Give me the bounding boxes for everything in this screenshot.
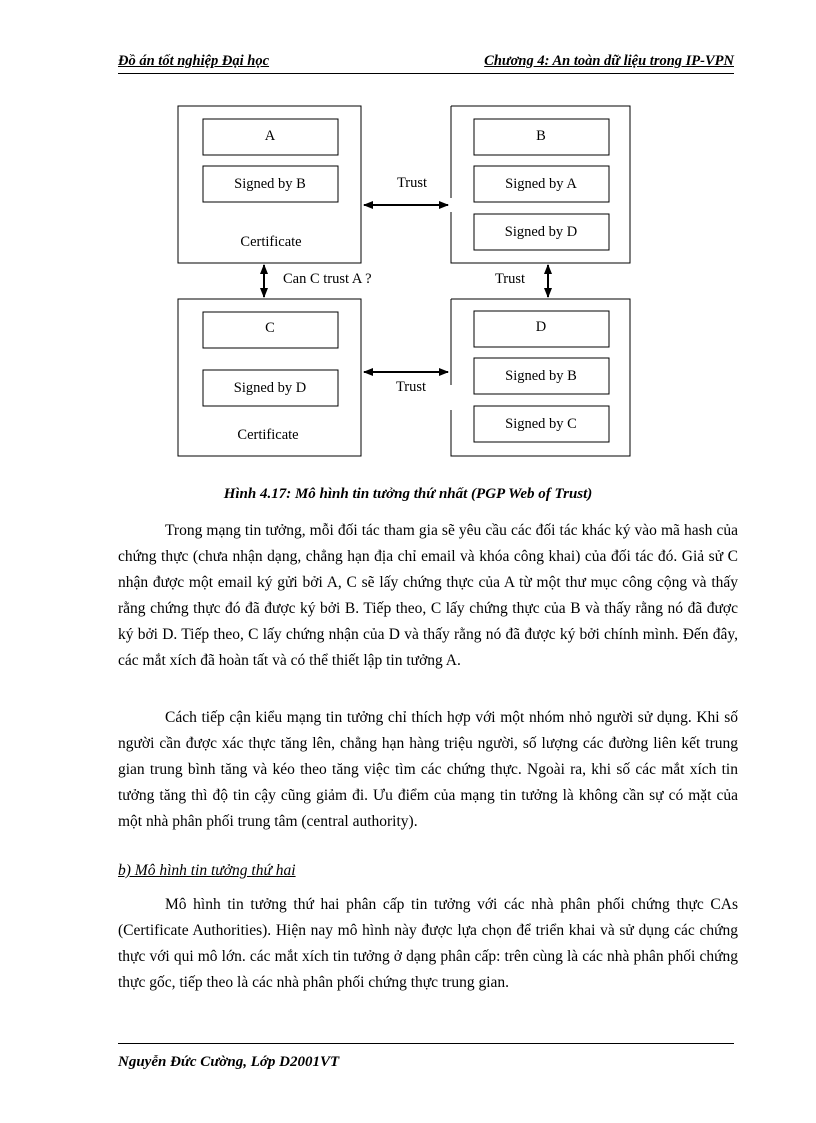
box-a-signed: Signed by B [234,176,306,192]
box-d-signed-2: Signed by C [505,416,577,432]
box-a-label: Certificate [240,234,302,250]
box-c-name: C [265,320,275,336]
box-d-signed-1: Signed by B [505,368,577,384]
certificate-box-b [451,106,630,263]
header-left: Đồ án tốt nghiệp Đại học [118,53,270,69]
box-c-label: Certificate [237,427,299,443]
box-c-signed: Signed by D [233,380,307,396]
figure-caption: Hình 4.17: Mô hình tin tưởng thứ nhất (PGP Web of Trust) [223,486,593,502]
footer-divider [118,1043,734,1044]
trust-label-bottom: Trust [395,379,427,395]
trust-label-top: Trust [396,175,428,191]
box-d-name: D [535,319,547,335]
box-b-signed-2: Signed by D [504,224,578,240]
box-a-name: A [264,128,276,144]
certificate-box-a [178,106,361,263]
question-label: Can C trust A ? [283,271,372,287]
trust-label-right: Trust [494,271,526,287]
box-b-signed-1: Signed by A [505,176,577,192]
header-right: Chương 4: An toàn dữ liệu trong IP-VPN [484,53,734,69]
certificate-box-d [451,299,630,456]
pgp-web-of-trust-diagram [0,0,816,480]
box-b-name: B [536,128,546,144]
certificate-box-c [178,299,361,456]
section-subheading: b) Mô hình tin tưởng thứ hai [118,862,296,879]
paragraph-1: Trong mạng tin tưởng, mỗi đối tác tham gia sẽ yêu cầu các đối tác khác ký vào mã hash của chứng thực (chưa nhận dạng, chẳng hạn địa chỉ email và khóa công khai) của đối tác đó. Giả sử C nhận được một email ký gửi bởi A, C sẽ lấy chứng thực của A từ một thư mục công cộng và thấy rằng chứng thực đó đã được ký bởi B. Tiếp theo, C lấy chứng thực của B và thấy rằng nó đã được ký bởi D. Tiếp theo, C lấy chứng nhận của D và thấy rằng nó đã được ký bởi chính mình. Đến đây, các mắt xích đã hoàn tất và có thể thiết lập tin tưởng A. [118,522,738,669]
footer-author: Nguyễn Đức Cường, Lớp D2001VT [118,1054,340,1070]
paragraph-2: Cách tiếp cận kiểu mạng tin tưởng chỉ thích hợp với một nhóm nhỏ người sử dụng. Khi số người cần được xác thực tăng lên, chẳng hạn hàng triệu người, số lượng các đường liên kết trung gian trung bình tăng và kéo theo tăng việc tìm các chứng thực. Ngoài ra, khi số các mắt xích tin tưởng tăng thì độ tin cậy cũng giảm đi. Ưu điểm của mạng tin tưởng là không cần sự có mặt của một nhà phân phối trung tâm (central authority). [118,709,738,830]
paragraph-3: Mô hình tin tưởng thứ hai phân cấp tin tưởng với các nhà phân phối chứng thực CAs (Certificate Authorities). Hiện nay mô hình này được lựa chọn để triển khai và sử dụng các chứng thực với qui mô lớn. các mắt xích tin tưởng ở dạng phân cấp: trên cùng là các nhà phân phối chứng thực gốc, tiếp theo là các nhà phân phối chứng thực trung gian. [118,896,738,991]
